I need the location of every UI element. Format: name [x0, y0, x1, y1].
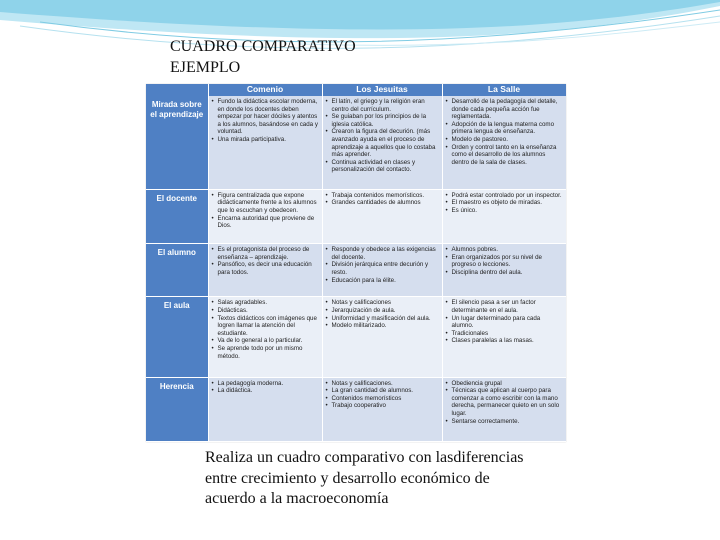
row-header: Mirada sobre el aprendizaje — [146, 96, 208, 189]
row-header: El docente — [146, 189, 208, 243]
table-cell — [322, 377, 442, 441]
row-header: Herencia — [146, 377, 208, 441]
list-item: • Notas y calificaciones — [326, 299, 439, 307]
list-item: • Va de lo general a lo particular. — [212, 337, 319, 345]
table-cell — [208, 96, 322, 189]
bullet-list — [212, 98, 319, 144]
list-item: • Encarna autoridad que proviene de Dios. — [212, 215, 319, 230]
table-cell — [208, 244, 322, 297]
list-item: • Uniformidad y masificación del aula. — [326, 315, 439, 323]
list-item: • El maestro es objeto de miradas. — [446, 199, 563, 207]
list-item: • Trabaja contenidos memorísticos. — [326, 192, 439, 200]
bullet-list — [446, 246, 563, 276]
bullet-list — [326, 192, 439, 207]
table-header-corner — [146, 84, 208, 96]
list-item: • Podrá estar controlado por un inspector. — [446, 192, 563, 200]
table-header-row — [146, 84, 566, 96]
list-item: • Jerarquización de aula. — [326, 307, 439, 315]
list-item: • Un lugar determinado para cada alumno. — [446, 315, 563, 330]
bullet-list — [326, 246, 439, 284]
header-swoosh-decoration — [0, 0, 720, 70]
list-item: • Orden y control tanto en la enseñanza como el desarrollo de los alumnos dentro de la sala de clases. — [446, 144, 563, 167]
bullet-list — [326, 380, 439, 410]
table-cell — [442, 297, 566, 377]
list-item: • Clases paralelas a las masas. — [446, 337, 563, 345]
bullet-list — [446, 192, 563, 215]
list-item: • Didácticas. — [212, 307, 319, 315]
list-item: • Una mirada participativa. — [212, 136, 319, 144]
list-item: • Figura centralizada que expone didácticamente frente a los alumnos que lo escuchan y obedecen. — [212, 192, 319, 215]
list-item: • Contenidos memorísticos — [326, 395, 439, 403]
table-cell — [208, 377, 322, 441]
comparison-table — [146, 84, 566, 442]
list-item: • El silencio pasa a ser un factor determinante en el aula. — [446, 299, 563, 314]
table-row — [146, 96, 566, 189]
table-cell — [322, 297, 442, 377]
list-item: • Disciplina dentro del aula. — [446, 269, 563, 277]
list-item: • La pedagogía moderna. — [212, 380, 319, 388]
list-item: • Responde y obedece a las exigencias del docente. — [326, 246, 439, 261]
bullet-list — [446, 299, 563, 345]
list-item: • Alumnos pobres. — [446, 246, 563, 254]
bullet-list — [212, 380, 319, 395]
list-item: • Tradicionales — [446, 330, 563, 338]
list-item: • La didáctica. — [212, 387, 319, 395]
instruction-caption: Realiza un cuadro comparativo con lasdiferencias entre crecimiento y desarrollo económico de acuerdo a la macroeconomía — [205, 449, 524, 507]
list-item: • Educación para la élite. — [326, 277, 439, 285]
column-header-comenio: Comenio — [208, 84, 322, 96]
bullet-list — [212, 192, 319, 230]
list-item: • Obediencia grupal — [446, 380, 563, 388]
table-row — [146, 244, 566, 297]
bullet-list — [326, 98, 439, 174]
table-cell — [208, 297, 322, 377]
table-cell — [322, 189, 442, 243]
list-item: • División jerárquica entre decurión y resto. — [326, 261, 439, 276]
slide-heading — [170, 36, 356, 78]
table-row — [146, 297, 566, 377]
list-item: • Adopción de la lengua materna como primera lengua de enseñanza. — [446, 121, 563, 136]
list-item: • Eran organizados por su nivel de progreso o lecciones. — [446, 254, 563, 269]
list-item: • Salas agradables. — [212, 299, 319, 307]
list-item: • La gran cantidad de alumnos. — [326, 387, 439, 395]
bullet-list — [446, 98, 563, 166]
list-item: • Trabajo cooperativo — [326, 402, 439, 410]
list-item: • Continua actividad en clases y personalización del contacto. — [326, 159, 439, 174]
bullet-list — [446, 380, 563, 426]
table-cell — [322, 96, 442, 189]
list-item: • El latín, el griego y la religión eran centro del currículum. — [326, 98, 439, 113]
table-cell — [442, 377, 566, 441]
list-item: • Modelo de pastoreo. — [446, 136, 563, 144]
list-item: • Sentarse correctamente. — [446, 418, 563, 426]
heading-line-1: CUADRO COMPARATIVO — [170, 38, 356, 55]
list-item: • Modelo militarizado. — [326, 322, 439, 330]
bullet-list — [212, 299, 319, 360]
table-cell — [442, 96, 566, 189]
bullet-list — [326, 299, 439, 329]
list-item: • Pansófico, es decir una educación para todos. — [212, 261, 319, 276]
column-header-jesuitas: Los Jesuitas — [322, 84, 442, 96]
list-item: • Fundo la didáctica escolar moderna, en donde los docentes deben empezar por hacer dóciles y atentos a los alumnos, basándose en cada y voluntad. — [212, 98, 319, 136]
table-cell — [442, 244, 566, 297]
column-header-la-salle: La Salle — [442, 84, 566, 96]
table-cell — [322, 244, 442, 297]
table-cell — [442, 189, 566, 243]
list-item: • Grandes cantidades de alumnos — [326, 199, 439, 207]
row-header: El alumno — [146, 244, 208, 297]
list-item: • Es único. — [446, 207, 563, 215]
list-item: • Crearon la figura del decurión. (más avanzado ayuda en el proceso de aprendizaje a aquellos que lo costaba más aprender. — [326, 128, 439, 158]
row-header: El aula — [146, 297, 208, 377]
list-item: • Se guiaban por los principios de la iglesia católica. — [326, 113, 439, 128]
heading-line-2: EJEMPLO — [170, 59, 241, 76]
table-row — [146, 377, 566, 441]
table-row — [146, 189, 566, 243]
list-item: • Técnicas que aplican al cuerpo para comenzar a como escribir con la mano derecha, permanecer quieto en un solo lugar. — [446, 387, 563, 417]
list-item: • Textos didácticos con imágenes que logren llamar la atención del estudiante. — [212, 315, 319, 338]
list-item: • Notas y calificaciones. — [326, 380, 439, 388]
list-item: • Se aprende todo por un mismo método. — [212, 345, 319, 360]
list-item: • Desarrolló de la pedagogía del detalle, donde cada pequeña acción fue reglamentada. — [446, 98, 563, 121]
list-item: • Es el protagonista del proceso de enseñanza – aprendizaje. — [212, 246, 319, 261]
bullet-list — [212, 246, 319, 276]
comparison-table-image — [146, 84, 566, 442]
table-cell — [208, 189, 322, 243]
